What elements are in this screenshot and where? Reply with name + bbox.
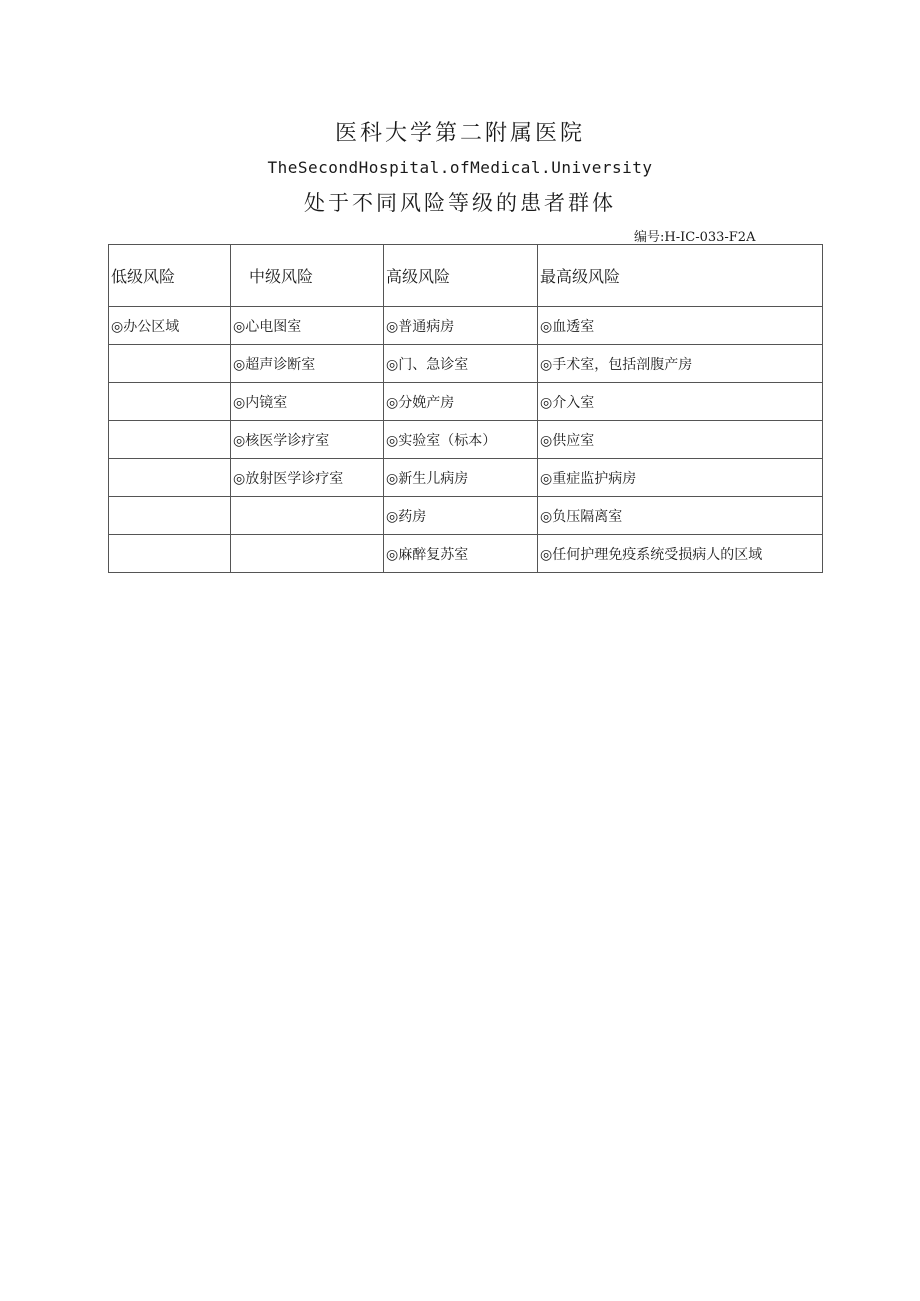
cell-high-risk: ◎分娩产房 [384,383,538,421]
cell-low-risk [109,497,231,535]
cell-high-risk: ◎实验室（标本） [384,421,538,459]
cell-medium-risk: ◎内镜室 [231,383,384,421]
cell-medium-risk: ◎超声诊断室 [231,345,384,383]
table-row [109,459,823,497]
header-highest-risk: 最高级风险 [538,245,823,307]
page-title-english: TheSecondHospital.ofMedical.University [267,158,653,177]
cell-highest-risk: ◎血透室 [538,307,823,345]
page-title: 医科大学第二附属医院 [334,121,585,146]
header-medium-risk: 中级风险 [231,245,384,307]
cell-high-risk: ◎药房 [384,497,538,535]
page-subtitle: 处于不同风险等级的患者群体 [304,191,616,215]
header-high-risk: 高级风险 [384,245,538,307]
cell-highest-risk: ◎供应室 [538,421,823,459]
cell-low-risk [109,535,231,573]
table-row [109,497,823,535]
cell-highest-risk: ◎任何护理免疫系统受损病人的区域 [538,535,823,573]
cell-high-risk: ◎普通病房 [384,307,538,345]
cell-highest-risk: ◎介入室 [538,383,823,421]
table-row [109,383,823,421]
table-row [109,307,823,345]
cell-medium-risk: ◎放射医学诊疗室 [231,459,384,497]
cell-high-risk: ◎门、急诊室 [384,345,538,383]
table-row [109,535,823,573]
risk-level-table [108,244,823,573]
cell-medium-risk: ◎心电图室 [231,307,384,345]
cell-high-risk: ◎新生儿病房 [384,459,538,497]
table-row [109,345,823,383]
cell-medium-risk [231,535,384,573]
cell-highest-risk: ◎重症监护病房 [538,459,823,497]
cell-low-risk [109,383,231,421]
table-header-row [109,245,823,307]
cell-high-risk: ◎麻醉复苏室 [384,535,538,573]
cell-medium-risk [231,497,384,535]
table-row [109,421,823,459]
document-code: 编号:H-IC-033-F2A [634,230,756,245]
cell-highest-risk: ◎手术室，包括剖腹产房 [538,345,823,383]
cell-medium-risk: ◎核医学诊疗室 [231,421,384,459]
cell-low-risk [109,421,231,459]
cell-low-risk [109,459,231,497]
cell-low-risk [109,345,231,383]
cell-low-risk: ◎办公区域 [109,307,231,345]
header-low-risk: 低级风险 [109,245,231,307]
cell-highest-risk: ◎负压隔离室 [538,497,823,535]
